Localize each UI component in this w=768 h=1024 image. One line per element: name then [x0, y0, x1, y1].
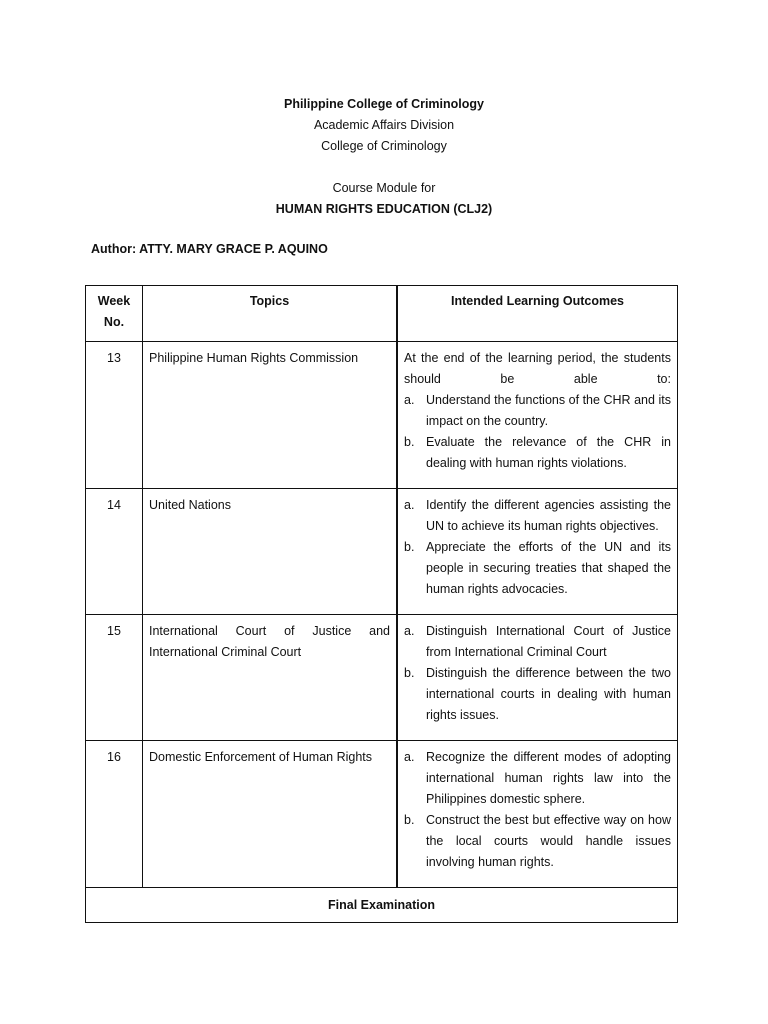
outcomes-cell: [397, 489, 678, 615]
outcome-item: [404, 663, 671, 726]
outcome-item: [404, 537, 671, 600]
week-number: 15: [86, 615, 143, 741]
item-letter: a.: [404, 750, 415, 764]
item-letter: b.: [404, 540, 415, 554]
topic-cell: United Nations: [143, 489, 398, 615]
table-row: [86, 741, 678, 888]
outcome-item: [404, 747, 671, 810]
item-text: Appreciate the efforts of the UN and its people in securing treaties that shaped the human rights advocacies.: [426, 540, 671, 596]
week-number: 16: [86, 741, 143, 888]
item-text: Construct the best but effective way on how the local courts would handle issues involving human rights.: [426, 813, 671, 869]
outcome-item: [404, 390, 671, 432]
division-name: Academic Affairs Division: [313, 118, 455, 132]
table-row: [86, 615, 678, 741]
item-text: Recognize the different modes of adopting international human rights law into the Philippines domestic sphere.: [426, 750, 671, 806]
module-label: Course Module for: [332, 181, 436, 195]
week-number: 14: [86, 489, 143, 615]
course-title: HUMAN RIGHTS EDUCATION (CLJ2): [275, 202, 493, 216]
item-text: Identify the different agencies assisting the UN to achieve its human rights objectives.: [426, 498, 671, 533]
item-text: Evaluate the relevance of the CHR in dealing with human rights violations.: [426, 435, 671, 470]
table-header-row: [86, 286, 678, 342]
item-text: Distinguish International Court of Justice from International Criminal Court: [426, 624, 671, 659]
outcomes-column-header: Intended Learning Outcomes: [397, 286, 678, 342]
topic-cell: International Court of Justice and International Criminal Court: [143, 615, 398, 741]
author-line: Author: ATTY. MARY GRACE P. AQUINO: [91, 242, 328, 256]
topic-cell: Philippine Human Rights Commission: [143, 342, 398, 489]
college-name: College of Criminology: [321, 139, 447, 153]
item-text: Distinguish the difference between the two international courts in dealing with human rights issues.: [426, 666, 671, 722]
item-letter: b.: [404, 813, 415, 827]
topic-cell: Domestic Enforcement of Human Rights: [143, 741, 398, 888]
outcomes-intro: At the end of the learning period, the students should be able to:: [404, 351, 671, 386]
item-letter: b.: [404, 435, 415, 449]
outcome-item: [404, 432, 671, 474]
week-number: 13: [86, 342, 143, 489]
document-header: [0, 94, 768, 220]
final-exam-row: [86, 888, 678, 923]
outcome-item: [404, 810, 671, 873]
outcome-item: [404, 621, 671, 663]
outcomes-cell: [397, 741, 678, 888]
outcomes-cell: [397, 342, 678, 489]
topics-column-header: Topics: [143, 286, 398, 342]
item-letter: a.: [404, 498, 415, 512]
final-examination-cell: Final Examination: [86, 888, 678, 923]
item-text: Understand the functions of the CHR and its impact on the country.: [426, 393, 671, 428]
institution-name: Philippine College of Criminology: [283, 97, 484, 111]
item-letter: a.: [404, 393, 415, 407]
item-letter: a.: [404, 624, 415, 638]
course-schedule-table: [85, 285, 678, 923]
item-letter: b.: [404, 666, 415, 680]
table-row: [86, 342, 678, 489]
table-row: [86, 489, 678, 615]
outcome-item: [404, 495, 671, 537]
outcomes-cell: [397, 615, 678, 741]
week-column-header: Week No.: [86, 286, 143, 342]
